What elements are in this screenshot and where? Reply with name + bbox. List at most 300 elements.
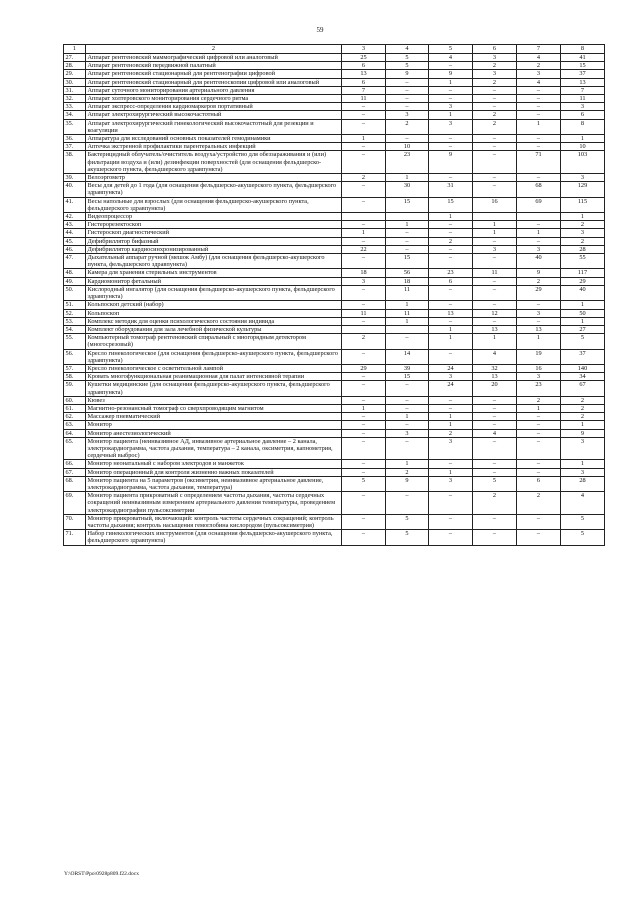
count-col-6: – [473, 514, 517, 529]
count-col-5: 23 [429, 269, 473, 277]
table-row [64, 95, 605, 103]
count-col-6: – [473, 103, 517, 111]
count-col-4: 5 [386, 514, 429, 529]
count-col-3: – [342, 221, 386, 229]
count-col-4: – [386, 334, 429, 349]
count-col-5: – [429, 143, 473, 151]
count-col-4: 39 [386, 364, 429, 372]
count-col-4: 1 [386, 317, 429, 325]
table-row [64, 78, 605, 86]
row-number: 45. [64, 237, 86, 245]
count-col-7: 19 [517, 349, 561, 364]
count-col-5: 1 [429, 111, 473, 119]
count-col-7: 13 [517, 325, 561, 333]
equipment-name: Магнитно-резонансный томограф со сверхпроводящим магнитом [86, 404, 342, 412]
count-col-7: – [517, 413, 561, 421]
equipment-name: Дефибриллятор кардиосинхронизированный [86, 245, 342, 253]
count-col-3: 6 [342, 78, 386, 86]
count-col-6: – [473, 460, 517, 468]
count-col-4: 5 [386, 530, 429, 545]
total-count: 11 [561, 95, 605, 103]
count-col-5: – [429, 404, 473, 412]
count-col-6: – [473, 404, 517, 412]
count-col-3: 22 [342, 245, 386, 253]
count-col-7: – [517, 86, 561, 94]
equipment-name: Аппарат экспресс-определения кардиомаркеров портативный [86, 103, 342, 111]
count-col-3: 11 [342, 309, 386, 317]
count-col-4: 1 [386, 174, 429, 182]
total-count: 50 [561, 309, 605, 317]
table-header [64, 45, 605, 54]
equipment-name: Кольпоскоп [86, 309, 342, 317]
count-col-3: – [342, 421, 386, 429]
count-col-5: – [429, 254, 473, 269]
count-col-5: 2 [429, 429, 473, 437]
equipment-name: Аппаратура для исследований основных показателей гемодинамики [86, 135, 342, 143]
count-col-3: – [342, 468, 386, 476]
count-col-5: 3 [429, 119, 473, 134]
row-number: 70. [64, 514, 86, 529]
count-col-7: 6 [517, 476, 561, 491]
count-col-4: – [386, 245, 429, 253]
row-number: 34. [64, 111, 86, 119]
total-count: 2 [561, 404, 605, 412]
count-col-5: 9 [429, 151, 473, 174]
count-col-5: 15 [429, 197, 473, 212]
count-col-4: – [386, 421, 429, 429]
row-number: 28. [64, 62, 86, 70]
total-count: 2 [561, 413, 605, 421]
row-number: 33. [64, 103, 86, 111]
count-col-3: – [342, 317, 386, 325]
count-col-3: – [342, 301, 386, 309]
count-col-6: 2 [473, 78, 517, 86]
count-col-4: 2 [386, 468, 429, 476]
equipment-name: Аппарат холтеровского мониторирования сердечного ритма [86, 95, 342, 103]
table-row [64, 421, 605, 429]
row-number: 46. [64, 245, 86, 253]
count-col-7: 1 [517, 119, 561, 134]
count-col-4: 5 [386, 54, 429, 62]
count-col-5: – [429, 460, 473, 468]
equipment-name: Гистерорезектоскоп [86, 221, 342, 229]
count-col-7: 29 [517, 285, 561, 300]
row-number: 42. [64, 213, 86, 221]
count-col-3: 2 [342, 174, 386, 182]
count-col-6: – [473, 182, 517, 197]
count-col-6: 5 [473, 476, 517, 491]
count-col-7: 2 [517, 277, 561, 285]
count-col-4: – [386, 103, 429, 111]
row-number: 66. [64, 460, 86, 468]
table-row [64, 460, 605, 468]
count-col-4: – [386, 396, 429, 404]
count-col-3: – [342, 429, 386, 437]
count-col-3: 5 [342, 476, 386, 491]
count-col-5: – [429, 95, 473, 103]
table-row [64, 62, 605, 70]
count-col-7: 71 [517, 151, 561, 174]
equipment-name: Аппарат электрохирургический высокочастотный [86, 111, 342, 119]
total-count: 55 [561, 254, 605, 269]
column-header-2: 2 [86, 45, 342, 54]
total-count: 117 [561, 269, 605, 277]
table-row [64, 70, 605, 78]
count-col-5: 1 [429, 325, 473, 333]
row-number: 53. [64, 317, 86, 325]
total-count: 1 [561, 317, 605, 325]
total-count: 5 [561, 530, 605, 545]
count-col-5: 2 [429, 237, 473, 245]
table-row [64, 364, 605, 372]
count-col-7: 40 [517, 254, 561, 269]
equipment-name: Дефибриллятор бифазный [86, 237, 342, 245]
count-col-7: 2 [517, 396, 561, 404]
count-col-7: – [517, 468, 561, 476]
count-col-3: 25 [342, 54, 386, 62]
page-number: 59 [316, 26, 324, 34]
count-col-3: – [342, 285, 386, 300]
row-number: 47. [64, 254, 86, 269]
table-row [64, 182, 605, 197]
table-row [64, 237, 605, 245]
count-col-4: 15 [386, 373, 429, 381]
count-col-4: – [386, 78, 429, 86]
count-col-3: 1 [342, 404, 386, 412]
count-col-6: 32 [473, 364, 517, 372]
row-number: 51. [64, 301, 86, 309]
total-count: 2 [561, 237, 605, 245]
column-header-4: 4 [386, 45, 429, 54]
equipment-table [63, 44, 605, 546]
count-col-6: – [473, 174, 517, 182]
count-col-7: – [517, 95, 561, 103]
count-col-7: 4 [517, 54, 561, 62]
count-col-3: – [342, 119, 386, 134]
count-col-6: – [473, 95, 517, 103]
count-col-7: 2 [517, 62, 561, 70]
row-number: 27. [64, 54, 86, 62]
row-number: 40. [64, 182, 86, 197]
count-col-4: 23 [386, 151, 429, 174]
row-number: 49. [64, 277, 86, 285]
row-number: 32. [64, 95, 86, 103]
count-col-7: 4 [517, 78, 561, 86]
count-col-3: – [342, 530, 386, 545]
table-row [64, 213, 605, 221]
count-col-5: – [429, 349, 473, 364]
count-col-4: – [386, 229, 429, 237]
equipment-name: Гистероскоп диагностический [86, 229, 342, 237]
count-col-6: 1 [473, 221, 517, 229]
equipment-name: Камера для хранения стерильных инструментов [86, 269, 342, 277]
total-count: 28 [561, 476, 605, 491]
count-col-3: 3 [342, 277, 386, 285]
count-col-4: – [386, 492, 429, 515]
table-row [64, 373, 605, 381]
count-col-7: – [517, 301, 561, 309]
count-col-6: 3 [473, 54, 517, 62]
count-col-3: – [342, 460, 386, 468]
count-col-6: 2 [473, 119, 517, 134]
count-col-4: – [386, 86, 429, 94]
total-count: 13 [561, 78, 605, 86]
count-col-5: – [429, 514, 473, 529]
table-row [64, 381, 605, 396]
equipment-name: Кислородный ингалятор (для оснащения фельдшерско-акушерского пункта, фельдшерского здравпункта) [86, 285, 342, 300]
count-col-7: 1 [517, 229, 561, 237]
row-number: 30. [64, 78, 86, 86]
count-col-7: – [517, 143, 561, 151]
equipment-name: Аптечка экстренной профилактики парентеральных инфекций [86, 143, 342, 151]
count-col-7: – [517, 111, 561, 119]
total-count: 1 [561, 213, 605, 221]
count-col-4: 14 [386, 349, 429, 364]
equipment-name: Кольпоскоп детский (набор) [86, 301, 342, 309]
count-col-6: 3 [473, 70, 517, 78]
table-row [64, 277, 605, 285]
count-col-3: 13 [342, 70, 386, 78]
equipment-name: Бактерицидный облучатель/очиститель воздуха/устройство для обеззараживания и (или) фильтрации воздуха и (или) дезинфекции поверхностей (для оснащения фельдшерско-акушерского пункта, фельдшерского здравпункта) [86, 151, 342, 174]
count-col-3: – [342, 151, 386, 174]
count-col-6: 4 [473, 349, 517, 364]
table-row [64, 245, 605, 253]
count-col-3: – [342, 103, 386, 111]
equipment-name: Монитор пациента прикроватный с определением частоты дыхания, частоты сердечных сокращений неинвазивным измерением артериального давления температуры, проведением электрокардиографии пульсоксиметрии [86, 492, 342, 515]
total-count: 3 [561, 174, 605, 182]
table-row [64, 317, 605, 325]
column-header-3: 3 [342, 45, 386, 54]
count-col-4: 1 [386, 301, 429, 309]
count-col-7: – [517, 421, 561, 429]
count-col-4: 15 [386, 254, 429, 269]
table-row [64, 413, 605, 421]
equipment-name: Аппарат рентгеновский передвижной палатный [86, 62, 342, 70]
equipment-name: Набор гинекологических инструментов (для оснащения фельдшерско-акушерского пункта, фельдшерского здравпункта) [86, 530, 342, 545]
table-row [64, 476, 605, 491]
count-col-6: 1 [473, 334, 517, 349]
count-col-4: 15 [386, 197, 429, 212]
total-count: 115 [561, 197, 605, 212]
equipment-name: Аппарат рентгеновский стационарный для рентгеноскопии цифровой или аналоговый [86, 78, 342, 86]
count-col-5: 1 [429, 468, 473, 476]
total-count: 1 [561, 135, 605, 143]
table-row [64, 197, 605, 212]
row-number: 60. [64, 396, 86, 404]
count-col-4: – [386, 437, 429, 460]
equipment-name: Монитор [86, 421, 342, 429]
count-col-5: – [429, 221, 473, 229]
count-col-7: 69 [517, 197, 561, 212]
row-number: 29. [64, 70, 86, 78]
count-col-6: 20 [473, 381, 517, 396]
table-row [64, 86, 605, 94]
count-col-3: – [342, 437, 386, 460]
count-col-6: – [473, 530, 517, 545]
count-col-5: 3 [429, 373, 473, 381]
row-number: 56. [64, 349, 86, 364]
equipment-name: Видеопроцессор [86, 213, 342, 221]
table-row [64, 111, 605, 119]
equipment-name: Кювез [86, 396, 342, 404]
count-col-3: 29 [342, 364, 386, 372]
count-col-6: – [473, 468, 517, 476]
count-col-7: 16 [517, 364, 561, 372]
equipment-name: Аппарат рентгеновский маммографический цифровой или аналоговый [86, 54, 342, 62]
table-row [64, 396, 605, 404]
total-count: 2 [561, 396, 605, 404]
total-count: 5 [561, 514, 605, 529]
count-col-6: – [473, 277, 517, 285]
row-number: 54. [64, 325, 86, 333]
equipment-name: Монитор прикроватный, включающий: контроль частоты сердечных сокращений; контроль частоты дыхания; контроль насыщения гемоглобина кислородом (пульсоксиметрия) [86, 514, 342, 529]
count-col-7: – [517, 174, 561, 182]
count-col-7: 23 [517, 381, 561, 396]
row-number: 62. [64, 413, 86, 421]
count-col-3: – [342, 492, 386, 515]
count-col-5: 3 [429, 103, 473, 111]
table-row [64, 349, 605, 364]
total-count: 28 [561, 245, 605, 253]
count-col-6: – [473, 285, 517, 300]
count-col-5: 6 [429, 277, 473, 285]
count-col-5: – [429, 135, 473, 143]
equipment-name: Монитор операционный для контроля жизненно важных показателей [86, 468, 342, 476]
row-number: 39. [64, 174, 86, 182]
total-count: 1 [561, 301, 605, 309]
count-col-7: 3 [517, 70, 561, 78]
equipment-name: Кушетки медицинские (для оснащения фельдшерско-акушерского пункта, фельдшерского здравпункта) [86, 381, 342, 396]
count-col-6: – [473, 413, 517, 421]
equipment-name: Монитор неонатальный с набором электродов и манжеток [86, 460, 342, 468]
count-col-5: 24 [429, 381, 473, 396]
count-col-4: – [386, 404, 429, 412]
count-col-6: 16 [473, 197, 517, 212]
header-row [64, 45, 605, 54]
equipment-name: Комплект оборудования для зала лечебной физической культуры [86, 325, 342, 333]
equipment-name: Велоэргометр [86, 174, 342, 182]
table-row [64, 103, 605, 111]
count-col-6: – [473, 301, 517, 309]
count-col-5: – [429, 229, 473, 237]
count-col-7: 68 [517, 182, 561, 197]
count-col-7: – [517, 237, 561, 245]
file-path-footer: Y:\ORST\Ppo\0928p809.f22.docx [64, 871, 139, 877]
table-row [64, 174, 605, 182]
total-count: 140 [561, 364, 605, 372]
table-row [64, 325, 605, 333]
total-count: 9 [561, 429, 605, 437]
count-col-5: 1 [429, 413, 473, 421]
count-col-7: – [517, 135, 561, 143]
table-row [64, 437, 605, 460]
count-col-3: – [342, 254, 386, 269]
count-col-5: 3 [429, 476, 473, 491]
count-col-6: – [473, 135, 517, 143]
count-col-3: 18 [342, 269, 386, 277]
total-count: 3 [561, 103, 605, 111]
count-col-6: – [473, 86, 517, 94]
row-number: 48. [64, 269, 86, 277]
count-col-7: – [517, 317, 561, 325]
total-count: 15 [561, 62, 605, 70]
column-header-7: 7 [517, 45, 561, 54]
count-col-6: – [473, 317, 517, 325]
total-count: 129 [561, 182, 605, 197]
count-col-4: 1 [386, 460, 429, 468]
count-col-5: – [429, 317, 473, 325]
count-col-4: 11 [386, 285, 429, 300]
equipment-name: Кардиомонитор фетальный [86, 277, 342, 285]
count-col-4: 9 [386, 70, 429, 78]
row-number: 63. [64, 421, 86, 429]
row-number: 52. [64, 309, 86, 317]
count-col-6: – [473, 151, 517, 174]
table-row [64, 269, 605, 277]
table-row [64, 54, 605, 62]
table-row [64, 135, 605, 143]
count-col-6: 3 [473, 245, 517, 253]
equipment-name: Аппарат электрохирургический гинекологический высокочастотный для резекции и коагуляции [86, 119, 342, 134]
count-col-4: 9 [386, 476, 429, 491]
equipment-name: Комплекс методик для оценки психологического состояния индивида [86, 317, 342, 325]
table-row [64, 301, 605, 309]
total-count: 34 [561, 373, 605, 381]
count-col-5: 9 [429, 70, 473, 78]
row-number: 44. [64, 229, 86, 237]
total-count: 3 [561, 468, 605, 476]
total-count: 103 [561, 151, 605, 174]
total-count: 5 [561, 334, 605, 349]
count-col-5: 1 [429, 213, 473, 221]
total-count: 37 [561, 70, 605, 78]
total-count: 8 [561, 119, 605, 134]
count-col-5: 1 [429, 334, 473, 349]
row-number: 68. [64, 476, 86, 491]
count-col-5: 3 [429, 437, 473, 460]
equipment-name: Массажер пневматический [86, 413, 342, 421]
count-col-7: 1 [517, 404, 561, 412]
count-col-4: – [386, 135, 429, 143]
equipment-name: Аппарат суточного мониторирования артериального давления [86, 86, 342, 94]
row-number: 71. [64, 530, 86, 545]
count-col-6: – [473, 254, 517, 269]
count-col-7: – [517, 437, 561, 460]
table-body [64, 54, 605, 546]
equipment-name: Монитор анестезиологический [86, 429, 342, 437]
count-col-5: – [429, 301, 473, 309]
count-col-3: – [342, 381, 386, 396]
count-col-6: – [473, 143, 517, 151]
count-col-7: 3 [517, 245, 561, 253]
count-col-6: 13 [473, 373, 517, 381]
table-row [64, 309, 605, 317]
total-count: 1 [561, 421, 605, 429]
count-col-3: – [342, 111, 386, 119]
total-count: 29 [561, 277, 605, 285]
count-col-5: – [429, 396, 473, 404]
count-col-4: 1 [386, 221, 429, 229]
count-col-5: – [429, 492, 473, 515]
table-row [64, 143, 605, 151]
count-col-6: – [473, 421, 517, 429]
count-col-4: – [386, 381, 429, 396]
count-col-4: 2 [386, 119, 429, 134]
total-count: 3 [561, 229, 605, 237]
count-col-3: – [342, 373, 386, 381]
equipment-name: Весы напольные для взрослых (для оснащения фельдшерско-акушерского пункта, фельдшерского здравпункта) [86, 197, 342, 212]
total-count: 1 [561, 460, 605, 468]
